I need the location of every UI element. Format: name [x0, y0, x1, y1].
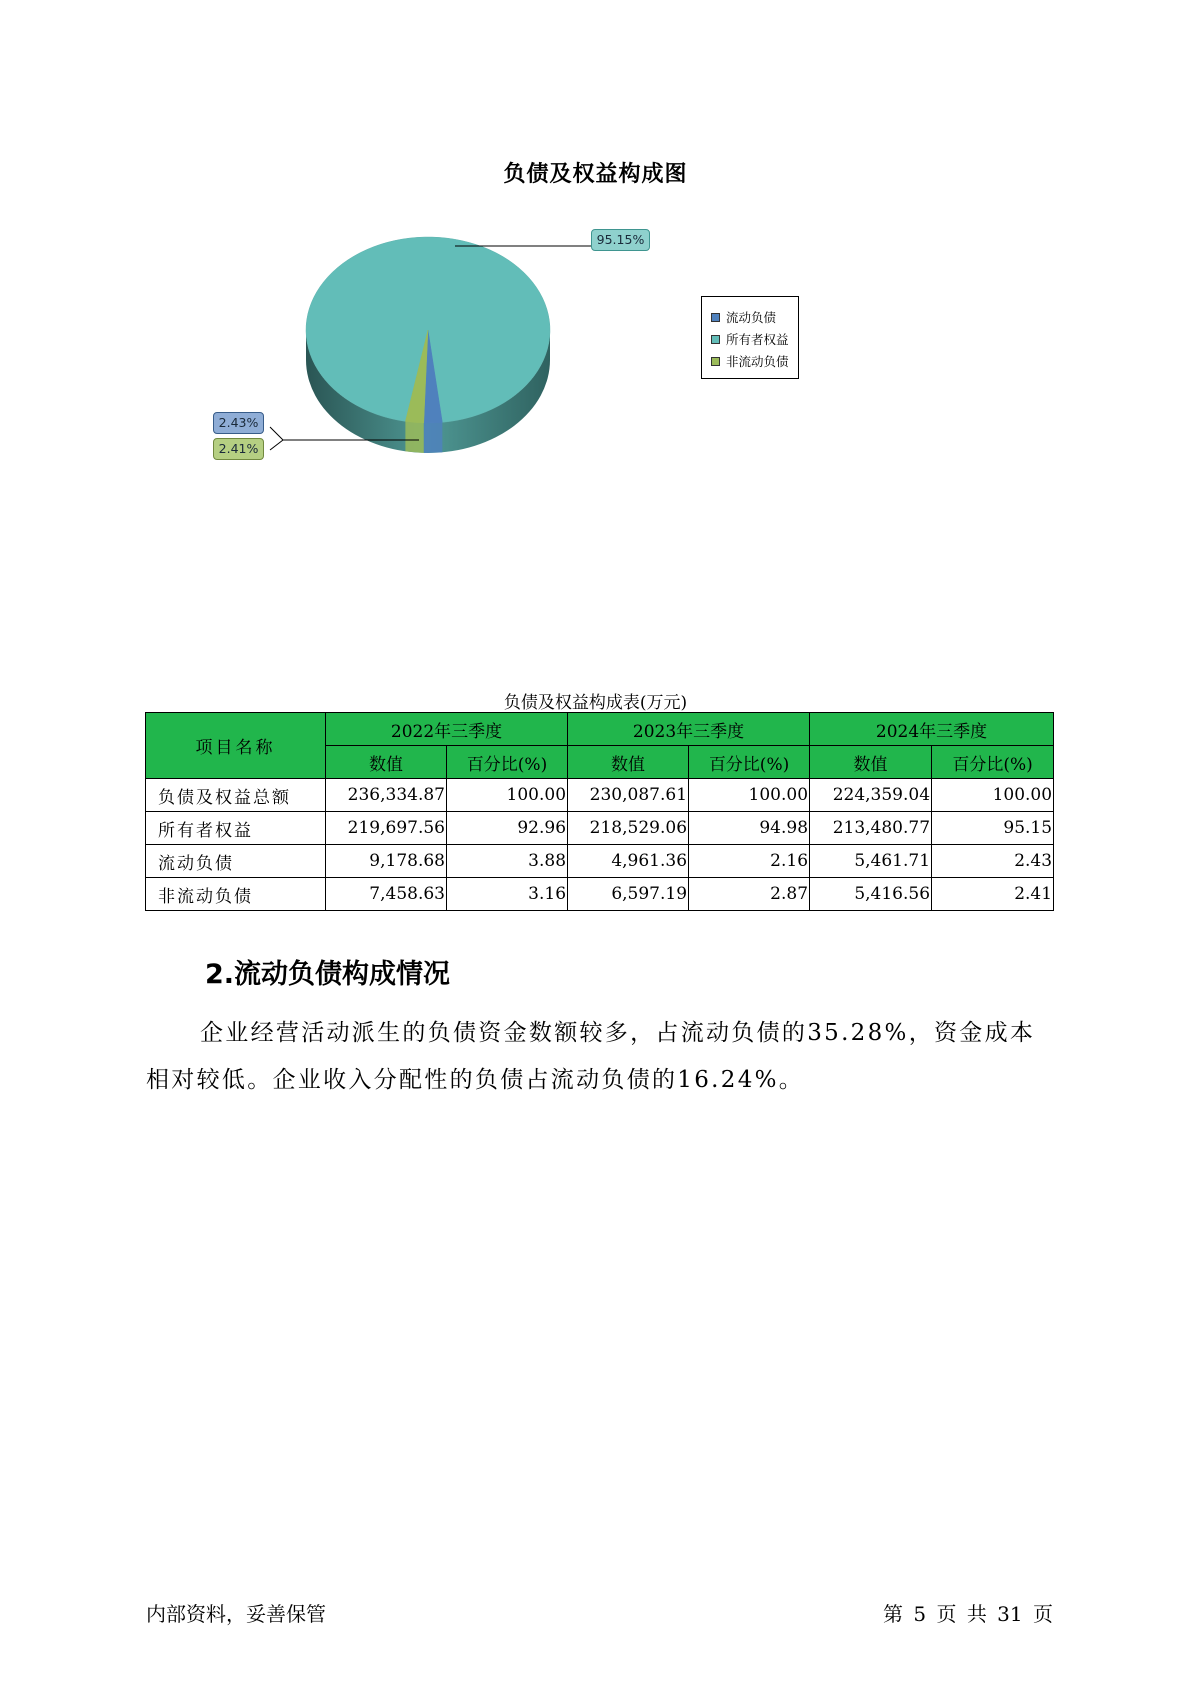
legend-item-current-liabilities [711, 306, 798, 328]
cell-percent: 95.15 [932, 812, 1054, 845]
footer-page-number: 第 5 页 共 31 页 [883, 1602, 1053, 1626]
header-item-name: 项目名称 [146, 713, 326, 779]
cell-value: 4,961.36 [568, 845, 689, 878]
legend-item-non-current-liabilities [711, 350, 798, 372]
cell-value: 5,461.71 [810, 845, 932, 878]
legend-item-owner-equity [711, 328, 798, 350]
body-paragraph: 企业经营活动派生的负债资金数额较多，占流动负债的35.28%，资金成本相对较低。企业收入分配性的负债占流动负债的16.24%。 [146, 1020, 1036, 1093]
row-name: 负债及权益总额 [146, 779, 326, 812]
table-row [146, 812, 1054, 845]
legend-swatch-current-liabilities [711, 313, 720, 322]
cell-percent: 100.00 [447, 779, 568, 812]
section-heading: 2.流动负债构成情况 [205, 959, 451, 990]
pie-slice-side-current-liabilities [424, 422, 443, 453]
liabilities-equity-table [145, 712, 1054, 911]
header-percent: 百分比(%) [932, 746, 1054, 779]
data-label-non-current-liabilities: 2.41% [213, 438, 264, 460]
cell-value: 7,458.63 [326, 878, 447, 911]
cell-percent: 2.43 [932, 845, 1054, 878]
cell-value: 219,697.56 [326, 812, 447, 845]
row-name: 流动负债 [146, 845, 326, 878]
cell-percent: 3.88 [447, 845, 568, 878]
header-period-2023: 2023年三季度 [568, 713, 810, 746]
cell-percent: 100.00 [932, 779, 1054, 812]
pie-slice-side-non-current-liabilities [405, 421, 423, 453]
table-row [146, 779, 1054, 812]
table-caption: 负债及权益构成表(万元) [503, 693, 688, 713]
cell-value: 218,529.06 [568, 812, 689, 845]
cell-value: 9,178.68 [326, 845, 447, 878]
cell-percent: 3.16 [447, 878, 568, 911]
cell-percent: 2.16 [689, 845, 810, 878]
row-name: 所有者权益 [146, 812, 326, 845]
legend-label: 非流动负债 [726, 354, 789, 369]
header-value: 数值 [568, 746, 689, 779]
data-label-current-liabilities: 2.43% [213, 412, 264, 434]
cell-value: 213,480.77 [810, 812, 932, 845]
cell-value: 5,416.56 [810, 878, 932, 911]
chart-legend [701, 296, 799, 379]
cell-value: 236,334.87 [326, 779, 447, 812]
legend-label: 流动负债 [726, 310, 777, 325]
header-period-2024: 2024年三季度 [810, 713, 1054, 746]
header-value: 数值 [810, 746, 932, 779]
header-value: 数值 [326, 746, 447, 779]
row-name: 非流动负债 [146, 878, 326, 911]
cell-value: 230,087.61 [568, 779, 689, 812]
table-row [146, 878, 1054, 911]
cell-percent: 2.41 [932, 878, 1054, 911]
header-percent: 百分比(%) [447, 746, 568, 779]
cell-percent: 92.96 [447, 812, 568, 845]
table-row [146, 845, 1054, 878]
leader-line-non-current-liabilities [270, 440, 283, 450]
cell-percent: 2.87 [689, 878, 810, 911]
data-label-owner-equity: 95.15% [591, 229, 650, 251]
footer-confidential: 内部资料，妥善保管 [146, 1602, 326, 1626]
header-period-2022: 2022年三季度 [326, 713, 568, 746]
cell-value: 224,359.04 [810, 779, 932, 812]
cell-value: 6,597.19 [568, 878, 689, 911]
header-percent: 百分比(%) [689, 746, 810, 779]
legend-swatch-owner-equity [711, 335, 720, 344]
cell-percent: 100.00 [689, 779, 810, 812]
legend-swatch-non-current-liabilities [711, 357, 720, 366]
legend-label: 所有者权益 [726, 332, 789, 347]
chart-title: 负债及权益构成图 [503, 162, 688, 187]
cell-percent: 94.98 [689, 812, 810, 845]
